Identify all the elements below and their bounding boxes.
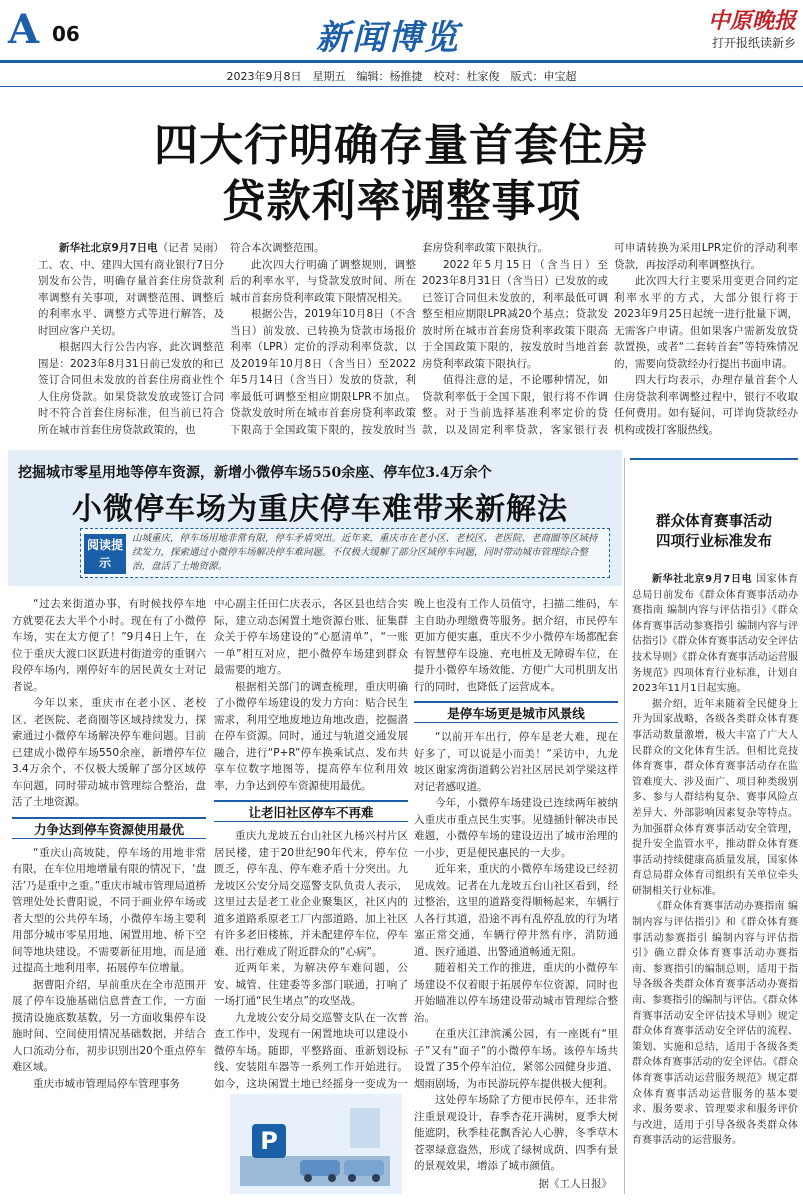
sidebar-rule [630,458,798,460]
article1-paragraph: 2022年5月15日（含当日）至2023年8月31日（含当日）已发放的或已签订合同但未发放的，利率最低可调整至相应期限LPR减20个基点；贷款发放时所在城市首套房贷利率政策下限高于全国政策下限的，按发放时当地首套房贷利率政策下限执行。 [422,258,608,370]
article2-paragraph: 中心副主任田仁庆表示，各区县也结合实际，建立动态闲置土地资源台账、征集群众关于停车场建设的“心愿清单”，“一账一单”相互对应，把小微停车场建到群众最需要的地方。 [214,598,408,676]
logo-slogan: 打开报纸读新乡 [711,36,796,50]
header-rule-thin [0,86,803,87]
article2-paragraph: 据曹阳介绍，早前重庆在全市范围开展了停车设施基础信息普查工作，一方面摸清设施底数基数，另一方面收集停车设施时间、空间使用情况基础数据，并结合人口流动分布，初步识别出20个重点停车难区域。 [12,978,206,1073]
newspaper-logo [636,4,796,52]
article1-paragraph: 可申请转换为采用LPR定价的浮动利率贷款，再按浮动利率调整执行。 [614,242,798,271]
svg-text:P: P [260,1127,278,1155]
article1-paragraph: 根据四大行公告内容，此次调整范围是：2023年8月31日前已发放的和已签订合同但未发放的首套住房商业性个人住房贷款。如果贷款发放或签订合同时不符合首套住房标准，但当前已符合所在城市首套住房贷款政策的，也 [38,341,224,436]
article2-title: 小微停车场为重庆停车难带来新解法 [72,492,568,527]
article2-subhead: 让老旧社区停车不再难 [214,800,408,822]
article2-paragraph: 今年以来，重庆市在老小区、老校区、老医院、老商圈等区域持续发力，探索通过小微停车场解决停车难问题。目前已建成小微停车场550余座，新增停车位3.4万余个，不仅极大缓解了部分区域停车问题，同时带动城市管理综合整治，盘活了土地资源。 [12,697,206,808]
article3-title [630,512,798,552]
article2-paragraph: 九龙坡公安分局交巡警支队在一次普查工作中，发现有一闲置地块可以建设小微停车场。随即，平整路面、重新划设标线、安装阻车器等一系列工作开始进行。如今，这块闲置土地已经摇身一变成为一 [214,1011,408,1090]
article3-paragraph: 《群众体育赛事活动办赛指南 编制内容与评估指引》和《群众体育赛事活动参赛指引 编制内容与评估指引》确立群众体育赛事活动办赛指南、参赛指引的编制总则，适用于指导各级各类群众体育赛事活动办赛指南、参赛指引的编制与评估。《群众体育赛事活动安全评估技术导则》规定群众体育赛事活动安全评估的流程、策划、实施和总结，适用于各级各类群众体育赛事活动的安全评估。《群众体育赛事活动运营服务规范》规定群众体育赛事活动运营服务的基本要求、服务要求、管理要求和服务评价与改进，适用于引导各级各类群众体育赛事活动的运营服务。 [632,901,798,1147]
article2-kicker: 挖掘城市零星用地等停车资源，新增小微停车场550余座、停车位3.4万余个 [18,465,492,481]
article1-paragraph: 符合本次调整范围。 [230,242,325,254]
section-title: 新闻博览 [316,18,460,58]
article1-paragraph: 套房贷利率政策下限执行。 [422,242,548,254]
headline-line1: 四大行明确存量首套住房 [154,120,649,171]
article1-column-1 [38,240,224,440]
article2-credit: 据《工人日报》 [538,1178,612,1190]
article1-headline [0,118,803,230]
article1-paragraph: 根据公告，2019年10月8日（不含当日）前发放、已转换为贷款市场报价利率（LPR）定价的浮动利率贷款，以及2019年10月8日（含当日）至2022年5月14日（含当日）发放的贷款，利率最低可调整至相应期限LPR不加点。贷款发放时所在城市首套房贷利率政策下限高于全国政策下限的，按发放时当 [230,308,416,436]
article2-paragraph: “过去来街道办事，有时候找停车地方就要花去大半个小时。现在有了小微停车场，实在太方便了！”9月4日上午，在位于重庆大渡口区跃进村街道旁的重钢六段停车场内，刚停好车的居民黄女士对记者说。 [12,598,206,693]
article1-dateline: 新华社北京9月7日电 [59,242,158,254]
article2-paragraph: 根据相关部门的调查梳理，重庆明确了小微停车场建设的发力方向：贴合民生需求，利用空地废地边角地改造，挖掘潜在停车资源。同时，通过与轨道交通发展融合，进行“P+R”停车换乘试点、发布共享车位数字地图等，提高停车位利用效率，力争达到停车资源使用最优。 [214,680,408,792]
article3-paragraph: 国家体育总局日前发布《群众体育赛事活动办赛指南 编制内容与评估指引》《群众体育赛事活动参赛指引 编制内容与评估指引》《群众体育赛事活动安全评估技术导则》《群众体育赛事活动运营服务规范》四项体育行业标准，计划自2023年11月1日起实施。 [632,574,798,695]
article1-column-3 [422,240,608,440]
article1-paragraph: 此次四大行明确了调整规则，调整后的利率水平，与贷款发放时间、所在城市首套房贷利率政策下限情况相关。 [230,258,416,304]
header-rule [0,60,803,63]
article2-paragraph: 重庆九龙坡五台山社区九杨兴村片区居民楼，建于20世纪90年代末，停车位匮乏，停车乱、停车难矛盾十分突出。九龙坡区公安分局交巡警支队负责人表示，这里过去是老工业企业聚集区，社区内的道多道路系原老工厂内部道路，加上社区有许多老旧楼栋，并未配建停车位，停车难、出行难成了附近群众的“心病”。 [214,830,408,958]
article3-dateline: 新华社北京9月7日电 [652,574,753,585]
article2-column-3 [414,596,618,1174]
dateline: 2023年9月8日 星期五 编辑：杨推捷 校对：杜家俊 版式：申宝超 [226,70,577,83]
article3-paragraph: 据介绍，近年来随着全民健身上升为国家战略，各级各类群众体育赛事活动数量激增，极大丰富了广大人民群众的文化体育生活。但相比竞技体育赛事，群众体育赛事活动存在监管难度大、涉及面广、项目种类级别多、参与人群结构复杂、赛事风险点差异大、外部影响因素复杂等特点。为加强群众体育赛事活动安全管理，提升安全监管水平，推动群众体育赛事活动持续健康高质量发展，国家体育总局群众体育司组织有关单位牵头研制相关行业标准。 [632,698,798,897]
article2-column-1 [12,596,206,1196]
article2-paragraph: 随着相关工作的推进，重庆的小微停车场建设不仅着眼于拓展停车位资源，同时也开始瞄准以停车场建设带动城市管理综合整治。 [414,962,618,1024]
article3-body [632,572,798,1196]
article2-paragraph: 今年，小微停车场建设已连续两年被纳入重庆市重点民生实事。见缝插针解决市民难题，小微停车场的建设迈出了城市治理的一小步，更是便民惠民的一大步。 [414,797,618,859]
parking-lot-illustration [230,1094,402,1194]
article1-reporter: （记者 吴雨） [157,242,224,254]
article2-paragraph: 重庆市城市管理局停车管理事务 [33,1077,180,1090]
article1-column-4 [614,240,798,440]
article1-paragraph: 值得注意的是，不论哪种情况，如贷款利率低于全国下限，银行将不作调整。对于当前选择基准利率定价的贷款，以及固定利率贷款，客家银行表 [422,374,608,436]
article1-paragraph: 四大行均表示，办理存量首套个人住房贷款利率调整过程中，银行不收取任何费用。如有疑问，可详询贷款经办机构或拨打客服热线。 [614,374,798,436]
article2-column-2 [214,596,408,1090]
article1-column-2 [230,240,416,440]
page-letter: A [8,6,40,53]
reading-tip-label: 阅读提示 [84,534,126,574]
article2-paragraph: 近两年来，为解决停车难问题，公安、城管、住建委等多部门联通，打响了一场打通“民生堵点”的攻坚战。 [214,962,408,1007]
reading-tip-text: 山城重庆，停车场用地非常有限，停车矛盾突出。近年来，重庆市在老小区、老校区、老医院、老商圈等区域持续发力，探索通过小微停车场解决停车难问题。不仅极大缓解了部分区域停车问题，同时带动城市管理综合整治，盘活了土地资源。 [132,533,598,572]
article2-paragraph: 晚上也没有工作人员值守，扫描二维码，车主自助办理缴费等服务。据介绍，市民停车更加方便实惠，重庆不少小微停车场都配套有智慧停车设施、充电桩及无障碍车位，在提升小微停车场效能、方便广大司机朋友出行的同时，也降低了运营成本。 [414,598,618,693]
article2-paragraph: “以前开车出行，停车是老大难，现在好多了，可以说是小而美！”采访中，九龙坡区谢家湾街道鹤公岩社区居民刘学梁这样对记者感叹道。 [414,731,618,793]
article3-title-line1: 群众体育赛事活动 [656,513,772,530]
article2-paragraph: “重庆山高坡陡，停车场的用地非常有限，在车位用地增量有限的情况下，‘盘活’乃是重中之重。”重庆市城市管理局道桥管理处处长曹阳说，不同于画业停车场或者大型的公共停车场，小微停车场主要利用部分城市零星用地、闲置用地、桥下空间等地块建设。不需要新征用地，而是通过提高土地利用率，拓展停车位增量。 [12,846,206,974]
article2-subhead: 是停车场更是城市风景线 [414,701,618,723]
article2-subhead: 力争达到停车资源使用最优 [12,817,206,839]
article2-paragraph: 在重庆江津滨溪公园，有一座既有“里子”又有“面子”的小微停车场。该停车场共设置了35个停车泊位，紧邻公园健身步道、烟雨剧场，为市民游玩停车提供极大便利。 [414,1028,618,1090]
column-divider [624,458,625,1194]
article1-paragraph: 此次四大行主要采用变更合同约定利率水平的方式，大部分银行将于2023年9月25日起统一进行批量下调，无需客户申请。但如果客户需新发放贷款置换，或者“二套转首套”等特殊情况的，需要向贷款经办行提出书面申请。 [614,275,798,370]
article2-paragraph: 近年来，重庆的小微停车场建设已经初见成效。记者在九龙坡五台山社区看到，经过整治，这里的道路变得顺畅起来，车辆行人各行其道，沿途不再有乱停乱放的行为堵塞正常交通，车辆行停井然有序，消防通道、医疗通道、出警通道畅通无阻。 [414,863,618,958]
article3-title-line2: 四项行业标准发布 [656,533,772,550]
article1-paragraph: 工、农、中、建四大国有商业银行7日分别发布公告，明确存量首套住房贷款利率调整有关事项，对调整范围、调整后的利率水平、调整方式等进行解答，及时回应客户关切。 [38,258,224,337]
article2-paragraph: 这处停车场除了方便市民停车，还非常注重景观设计，春季杏花开满树，夏季大树能遮阴，秋季桂花飘香沁人心脾，冬季草木苍翠绿意盎然，形成了绿树成荫、四季有景的景观效果，增添了城市颜值。 [414,1094,618,1172]
headline-line2: 贷款利率调整事项 [221,176,582,227]
logo-name: 中原晚报 [707,8,796,34]
page-number: 06 [52,22,80,46]
